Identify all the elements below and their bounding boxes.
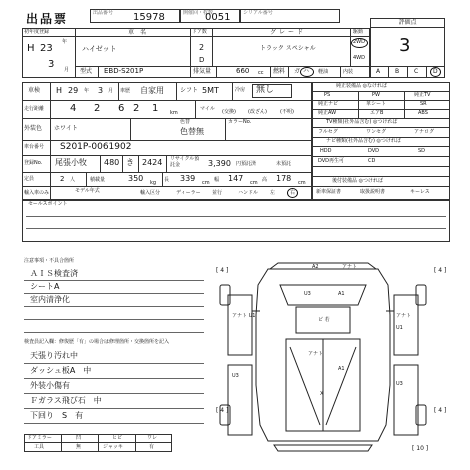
dmg-x: X — [320, 391, 324, 397]
navi-dvd: DVD — [368, 148, 380, 154]
mileage-d1: 4 — [70, 103, 77, 114]
import-label: 輸入車のみ — [24, 190, 50, 196]
capacity: 2 — [60, 175, 65, 183]
mileage-d3: 6 — [118, 103, 125, 114]
color-no-label: 色替 — [180, 119, 191, 125]
navi-dvd-play: DVD再生可 — [318, 158, 345, 164]
load-label: 積載量 — [90, 177, 106, 183]
ac: 無し — [256, 85, 275, 95]
equip-pw: PW — [372, 92, 380, 98]
mileage-label: 走行距離 — [24, 106, 45, 112]
drive-label: 駆動 — [353, 29, 364, 35]
dmg-anato-3: アナト — [396, 313, 412, 319]
mileage-unit: km — [170, 110, 178, 116]
equip-airbag: エアB — [370, 110, 384, 116]
score-d: D — [433, 68, 438, 75]
plate-kana: き — [126, 158, 134, 167]
tv-analog: アナログ — [414, 129, 435, 135]
shaken-month: 3 — [98, 86, 104, 95]
entry-no-box — [90, 9, 180, 23]
color-no-title: カラーNo. — [228, 119, 252, 125]
mileage-d4: 2 — [133, 103, 140, 114]
mileage-type: (交換) — [222, 109, 236, 115]
navi-title: ナビ種類(社外品含む) ◎つければ — [326, 138, 401, 144]
fuel-other: 軽油 — [318, 69, 329, 75]
dmg-u1: U1 — [396, 325, 403, 331]
recycle: 3,390 — [208, 159, 231, 168]
model: EBD-S201P — [104, 67, 144, 75]
grade-name: トラック スペシャル — [260, 45, 316, 52]
legend-v4: 有 — [149, 444, 155, 450]
dmg-left-a: アナト U1 — [232, 313, 256, 319]
mileage-d5: 1 — [152, 103, 159, 114]
plate-class: 480 — [104, 158, 120, 167]
drive-d: D — [199, 56, 205, 64]
displacement-unit: cc — [258, 70, 264, 76]
model-year-label: モデル年式 — [75, 188, 100, 194]
displacement: 660 — [236, 67, 250, 75]
width-unit: cm — [250, 180, 258, 186]
lane-no-box — [180, 9, 240, 23]
legend-h3: ヒビ — [112, 435, 123, 441]
mileage-d2: 2 — [94, 103, 101, 114]
navi-sd: SD — [418, 148, 426, 154]
dmg-hibi: ビ 若 — [318, 317, 330, 323]
equip-navi: 純正ナビ — [318, 101, 339, 107]
repair-title: 検査員記入欄：修復歴「有」の場合は修理箇所・交換箇所を記入 — [24, 339, 170, 345]
dealer: ディーラー — [176, 190, 201, 196]
chassis-label: 車台番号 — [24, 144, 45, 150]
sales-point-label: セールスポイント — [28, 201, 68, 207]
navi-cd: CD — [368, 158, 376, 164]
shaken-year-unit: 年 — [84, 88, 90, 94]
repair-line-5: 下回り S 有 — [30, 411, 84, 420]
height-label: 高 — [262, 177, 268, 183]
dmg-a1-2: A1 — [338, 366, 345, 372]
docs-keyless: キーレス — [410, 189, 430, 195]
reg-era: H — [27, 43, 35, 54]
score-b: B — [395, 68, 400, 75]
import-type-label: 輸入区分 — [140, 190, 161, 196]
score-label: 内装 — [343, 69, 354, 75]
reg-month: 3 — [48, 59, 55, 70]
usage: 自家用 — [140, 86, 164, 95]
legend-h1: ドアミラー — [27, 435, 52, 441]
note-line-1: ＡＩＳ検査済 — [30, 269, 78, 278]
drive-2wd: 2WD — [353, 39, 365, 45]
dmg-anato-2: アナト — [308, 351, 324, 357]
serial-box — [240, 9, 340, 23]
form-title: 出品票 — [26, 12, 69, 26]
tv-title: TV種類(社外品含む) ◎つければ — [326, 119, 398, 125]
width-label: 幅 — [214, 177, 220, 183]
docs-warranty: 新車保証書 — [316, 189, 342, 195]
legend-h2: 凹 — [76, 435, 82, 441]
lane-no-label: 開催回・枚数 — [183, 10, 214, 16]
bracket-left-bottom: [ 4 ] — [216, 407, 229, 414]
navi-hdd: HDD — [320, 148, 332, 154]
legend-v2: 無 — [76, 444, 82, 450]
repair-line-2: ダッシュ板A 中 — [30, 366, 92, 375]
shift-label: シフト — [180, 87, 199, 94]
serial-label: シリアル番号 — [243, 10, 273, 16]
entry-no: 15978 — [133, 12, 165, 23]
color-change: 色替無 — [180, 127, 204, 136]
shaken-month-unit: 月 — [108, 88, 114, 94]
fuel-label: 燃料 — [273, 68, 286, 75]
plate-area: 尾張小牧 — [55, 158, 87, 167]
mileage-type-label: マイル — [200, 106, 215, 112]
recycle-status: 未預託 — [276, 161, 292, 167]
capacity-label: 定員 — [24, 176, 35, 182]
car-name-label: 車名 — [128, 29, 153, 36]
car-name: ハイゼット — [82, 45, 117, 53]
tv-fullseg: フルセグ — [318, 129, 338, 135]
equip-aw: 純正AW — [318, 110, 337, 116]
dmg-u3-1: U3 — [304, 291, 311, 297]
length: 339 — [180, 174, 196, 183]
legend-h4: ワレ — [147, 435, 158, 441]
repair-line-3: 外装小傷有 — [30, 381, 70, 390]
first-reg-label: 初年度登録 — [24, 29, 50, 35]
mileage-type2: (改ざん) — [248, 109, 267, 115]
score-a: A — [376, 68, 381, 75]
height: 178 — [276, 174, 292, 183]
width: 147 — [228, 174, 244, 183]
lane-no: 0051 — [205, 12, 231, 23]
equipment-title: 純正装備品 ◎なければ — [336, 83, 387, 89]
score-c: C — [414, 68, 419, 75]
docs-manual: 取扱説明書 — [360, 189, 386, 195]
load: 350 — [128, 174, 144, 183]
length-label: 長 — [164, 177, 170, 183]
equip-sr: SR — [420, 101, 427, 107]
grade-name-label: グレード — [270, 29, 307, 36]
ac-label: 冷房 — [235, 87, 246, 93]
dmg-u3-2: U3 — [232, 373, 239, 379]
color-label: 外装色 — [24, 125, 43, 132]
parallel: 並行 — [212, 190, 223, 196]
handle-left: 左 — [270, 190, 276, 196]
equip-ps: PS — [324, 92, 331, 98]
dmg-u3-3: U3 — [396, 381, 403, 387]
plate-label: 登録No. — [24, 160, 43, 166]
ac-box — [252, 84, 292, 98]
notes-title: 注意事項・不具合箇所 — [24, 258, 75, 264]
length-unit: cm — [202, 180, 210, 186]
equip-abs: ABS — [418, 110, 428, 116]
grade-value: 3 — [399, 35, 411, 56]
repair-line-4: Ｆガラス飛び石 中 — [30, 396, 102, 405]
car-diagram — [208, 255, 458, 460]
load-unit: kg — [150, 180, 157, 186]
shaken-label: 車検 — [28, 87, 41, 94]
dmg-anato-1: アナト — [342, 264, 358, 270]
legend-v1: 工具 — [34, 444, 45, 450]
dmg-a1-1: A1 — [338, 291, 345, 297]
grade-label: 評価点 — [398, 19, 417, 26]
legend-v3: ジャッキ — [103, 444, 123, 450]
doors-label: ドア数 — [192, 29, 207, 35]
displacement-label: 排気量 — [193, 68, 212, 75]
shaken-year: 29 — [68, 86, 79, 95]
mileage-type3: (不明) — [280, 109, 294, 115]
chassis: S201P-0061902 — [60, 142, 132, 152]
entry-no-label: 出品番号 — [93, 10, 114, 16]
doors: 2 — [199, 43, 205, 52]
shaken-era: H — [56, 86, 63, 95]
capacity-unit: 人 — [70, 177, 76, 183]
docs-title: 後付装備品 ◎つければ — [332, 178, 383, 184]
shift: 5MT — [202, 86, 219, 95]
note-line-3: 室内清浄化 — [30, 295, 70, 304]
bracket-rear: [ 10 ] — [412, 445, 429, 452]
reg-year-unit: 年 — [62, 39, 68, 45]
plate-no: 2424 — [142, 158, 163, 167]
recycle-unit: 円預託済 — [236, 161, 257, 167]
tv-oneseg: ワンセグ — [366, 129, 387, 135]
model-label: 型式 — [80, 68, 93, 75]
equip-leather: 革シート — [366, 101, 387, 107]
reg-year: 23 — [40, 43, 53, 54]
dmg-a2: A2 — [312, 264, 319, 270]
drive-4wd: 4WD — [353, 55, 365, 61]
equip-tv: 純正TV — [414, 92, 431, 98]
bracket-right-bottom: [ 4 ] — [434, 407, 447, 414]
reg-month-unit: 月 — [64, 67, 70, 73]
fuel-misc: ハ — [303, 68, 310, 75]
recycle-label: リサイクル預託金 — [170, 156, 200, 168]
usage-label: 車歴 — [120, 88, 131, 94]
fuel-gas: ガ — [294, 68, 301, 75]
bracket-right-top: [ 4 ] — [434, 267, 447, 274]
sales-point-box — [22, 200, 450, 242]
height-unit: cm — [298, 180, 306, 186]
handle-right: 右 — [290, 190, 296, 196]
note-line-2: シートA — [30, 282, 60, 291]
repair-line-1: 天張り汚れ中 — [30, 351, 78, 360]
bracket-left-top: [ 4 ] — [216, 267, 229, 274]
handle-label: ハンドル — [238, 190, 259, 196]
color: ホワイト — [54, 125, 78, 132]
